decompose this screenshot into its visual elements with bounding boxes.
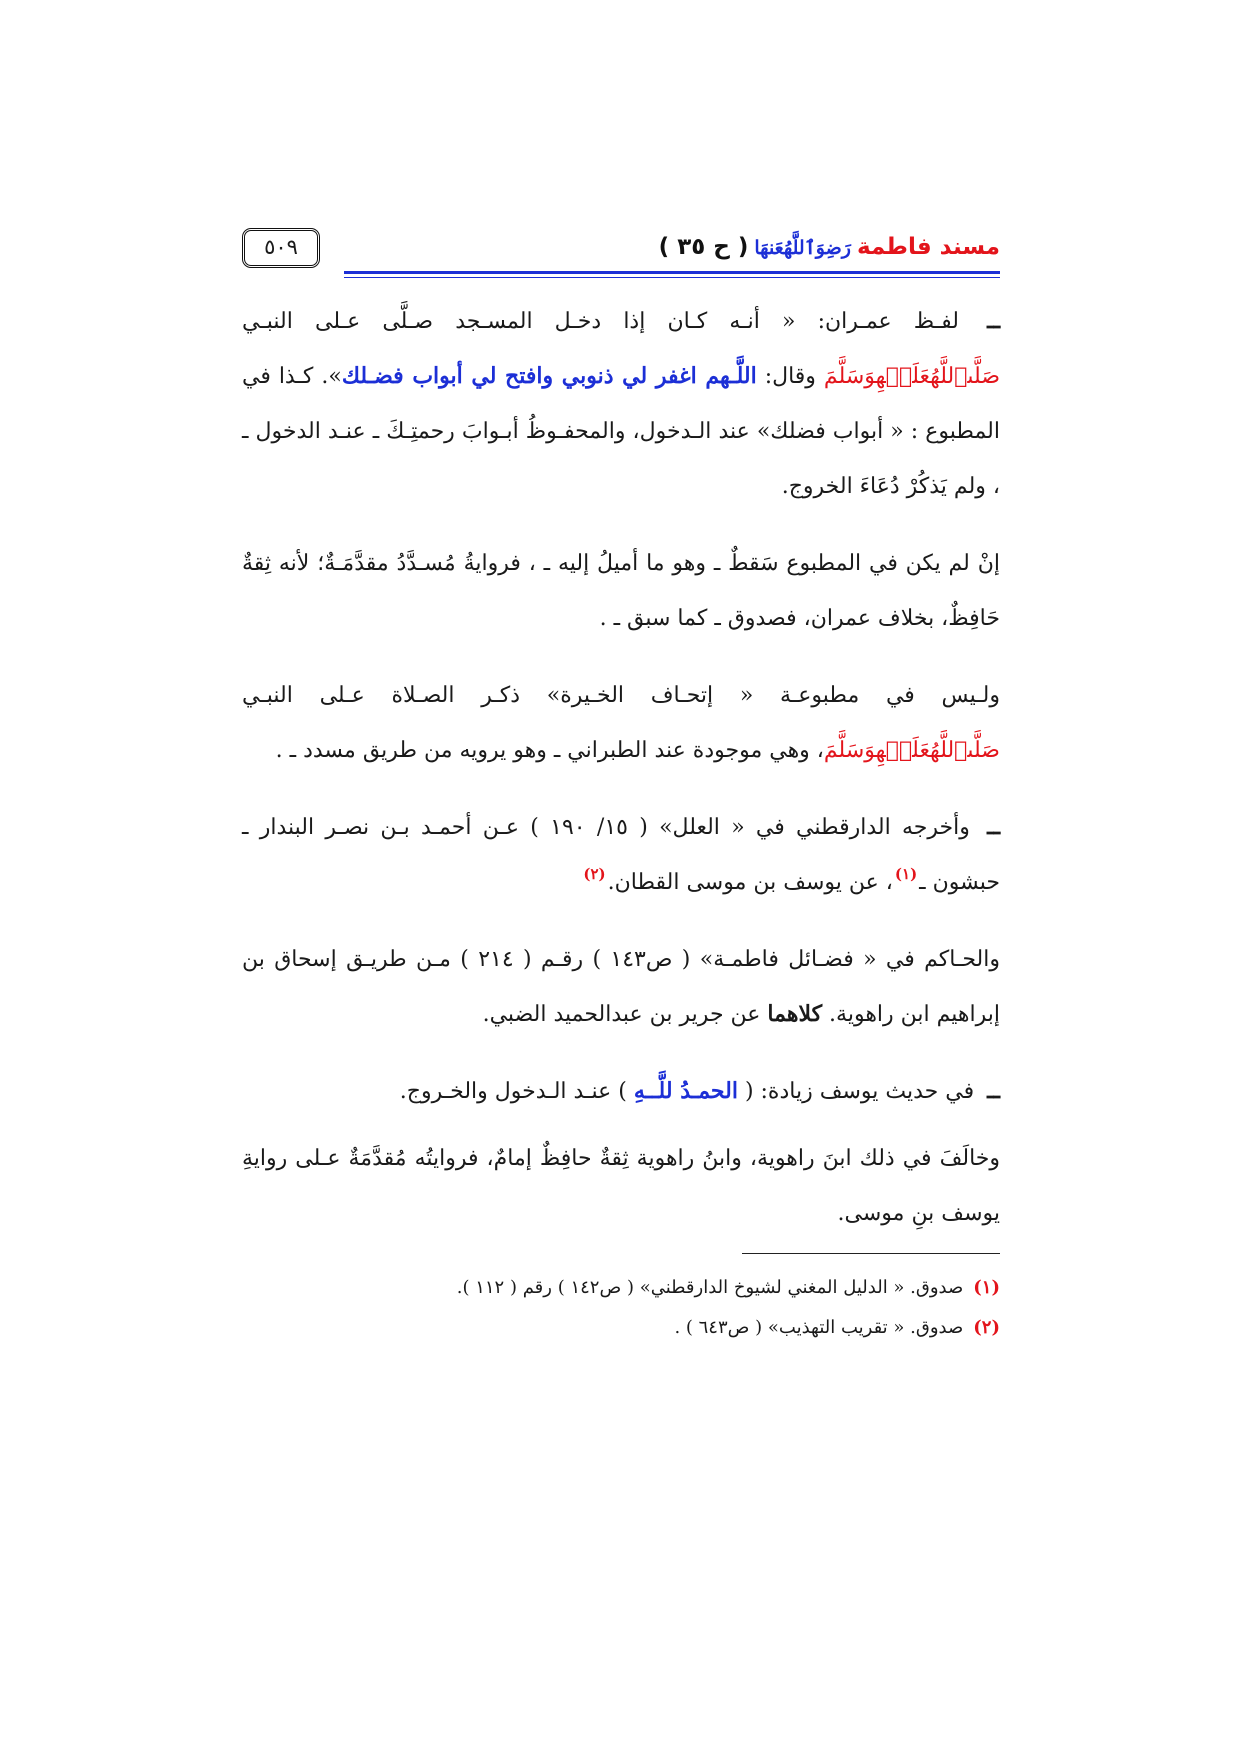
- paragraph-text: ) عنـد الـدخول والخـروج.: [399, 1079, 627, 1104]
- dash-marker: ــ: [987, 308, 1001, 334]
- paragraph-text: لفـظ عمـران: « أنـه كـان إذا دخـل المسـجد صـلَّى عـلى النبـي: [242, 309, 959, 334]
- paragraph-text: وقال:: [764, 364, 816, 389]
- quoted-text: الحمـدُ للَّــهِ: [633, 1078, 738, 1104]
- paragraph-6: [242, 1064, 1000, 1119]
- emphasis-text: كلاهما: [767, 1001, 823, 1027]
- honorific-glyph: رَضِوَٱللَّهُعَنهَا: [754, 237, 851, 259]
- paragraph-4: [242, 800, 1000, 910]
- paragraph-2: [242, 536, 1000, 646]
- paragraph-1: [242, 294, 1000, 514]
- running-title: [659, 234, 1000, 260]
- paragraph-5: [242, 932, 1000, 1042]
- hadith-reference: ( ح ٣٥ ): [658, 234, 749, 260]
- footnote-ref-2[interactable]: (٢): [583, 865, 606, 883]
- paragraph-text: وأخرجه الدارقطني في « العلل» ( ١٥/ ١٩٠ ) عـن أحمـد بـن نصـر البندار ـ حبشون ـ: [242, 815, 1000, 895]
- footnote-text: صدوق. « تقريب التهذيب» ( ص٦٤٣ ) .: [674, 1317, 964, 1338]
- page-header: [242, 228, 1000, 278]
- paragraph-text: إنْ لم يكن في المطبوع سَقطٌ ـ وهو ما أميلُ إليه ـ ، فروايةُ مُسـدَّدُ مقدَّمَـةٌ؛ لأنه ثِقةٌ حَافِظٌ، بخلاف عمران، فصدوق ـ كما سبق ـ .: [242, 551, 1000, 631]
- paragraph-text: ، وهي موجودة عند الطبراني ـ وهو يرويه من طريق مسدد ـ .: [275, 738, 824, 763]
- salutation-glyph: صَلَّىٱللَّهُعَلَيۡهِوَسَلَّمَ: [823, 738, 1000, 763]
- dash-marker: ــ: [987, 814, 1001, 840]
- page-number: ٥٠٩: [264, 235, 298, 259]
- paragraph-7: [242, 1131, 1000, 1241]
- paragraph-text: والحـاكم في « فضـائل فاطمـة» ( ص١٤٣ ) رقـم ( ٢١٤ ) مـن طريـق إسحاق بن إبراهيم ابن راهوية.: [242, 947, 1000, 1027]
- book-title: مسند فاطمة: [856, 234, 1000, 260]
- paragraph-text: وخالَفَ في ذلك ابنَ راهوية، وابنُ راهوية ثِقةٌ حافِظٌ إمامٌ، فروايتُه مُقدَّمَةٌ عـلى روايةِ يوسف بنِ موسى.: [242, 1146, 1000, 1226]
- paragraph-text: ولـيس في مطبوعـة « إتحـاف الخـيرة» ذكـر الصـلاة عـلى النبـي: [242, 683, 1000, 708]
- paragraph-text: في حديث يوسف زيادة: (: [744, 1079, 975, 1104]
- footnote-item: [242, 1308, 1000, 1348]
- footnotes: [242, 1268, 1000, 1348]
- salutation-glyph: صَلَّىٱللَّهُعَلَيۡهِوَسَلَّمَ: [823, 364, 1001, 389]
- paragraph-text: ، عن يوسف بن موسى القطان.: [607, 870, 893, 895]
- footnote-number: (١): [973, 1277, 1000, 1298]
- document-page: [242, 228, 1000, 1348]
- dua-text: اللَّـهم اغفر لي ذنوبي وافتح لي أبواب فضـلك: [341, 363, 757, 389]
- footnote-text: صدوق. « الدليل المغني لشيوخ الدارقطني» ( ص١٤٢ ) رقم ( ١١٢ ).: [456, 1277, 964, 1298]
- page-number-box: [242, 228, 320, 268]
- main-text: [242, 294, 1000, 1241]
- footnote-divider: [742, 1253, 1000, 1254]
- paragraph-text: عن جرير بن عبدالحميد الضبي.: [482, 1002, 761, 1027]
- paragraph-text: ». كـذا في المطبوع : « أبواب فضلك» عند الـدخول، والمحفـوظُ أبـوابَ رحمتِـكَ ـ عنـد الدخول ـ ، ولم يَذكُرْ دُعَاءَ الخروج.: [242, 364, 1000, 499]
- footnote-number: (٢): [973, 1317, 1000, 1338]
- header-rule: [344, 271, 1000, 274]
- footnote-ref-1[interactable]: (١): [894, 865, 918, 883]
- paragraph-3: [242, 668, 1000, 778]
- footnote-item: [242, 1268, 1000, 1308]
- dash-marker: ــ: [987, 1078, 1000, 1104]
